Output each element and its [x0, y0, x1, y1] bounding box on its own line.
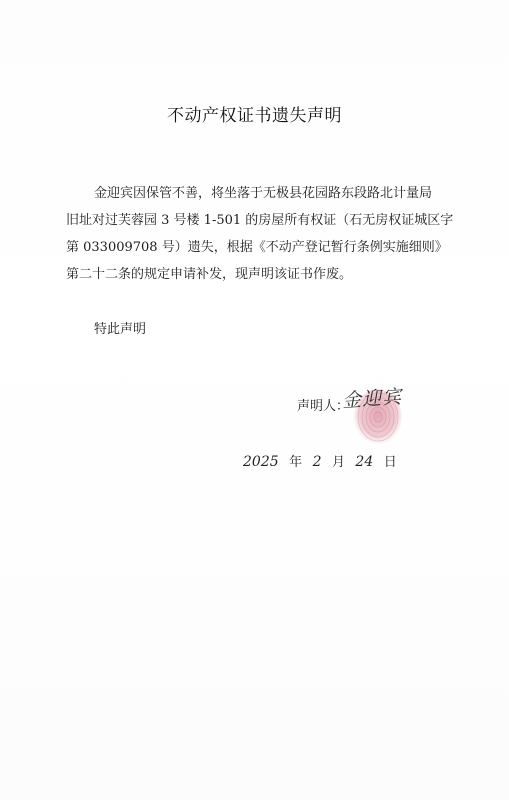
date-year-unit: 年	[289, 455, 303, 470]
date-year: 2025	[243, 454, 279, 470]
document-title: 不动产权证书遗失声明	[167, 106, 342, 126]
date-day: 24	[355, 454, 374, 470]
date-day-unit: 日	[383, 455, 397, 470]
paragraph-line-1: 金迎宾因保管不善，将坐落于无极县花园路东段路北计量局	[94, 186, 433, 201]
declarant-label: 声明人：	[297, 399, 350, 414]
date-month-unit: 月	[331, 455, 345, 470]
handwritten-signature: 金迎宾	[341, 385, 403, 413]
paragraph-line-4: 第二十二条的规定申请补发，现声明该证书作废。	[66, 267, 353, 282]
date-month: 2	[312, 454, 322, 470]
date-line	[243, 451, 403, 470]
closing-statement: 特此声明	[94, 322, 147, 337]
paragraph-line-2: 旧址对过芙蓉园 3 号楼 1-501 的房屋所有权证（石无房权证城区字	[66, 213, 454, 228]
paragraph-line-3: 第 033009708 号）遗失，根据《不动产登记暂行条例实施细则》	[66, 240, 448, 255]
